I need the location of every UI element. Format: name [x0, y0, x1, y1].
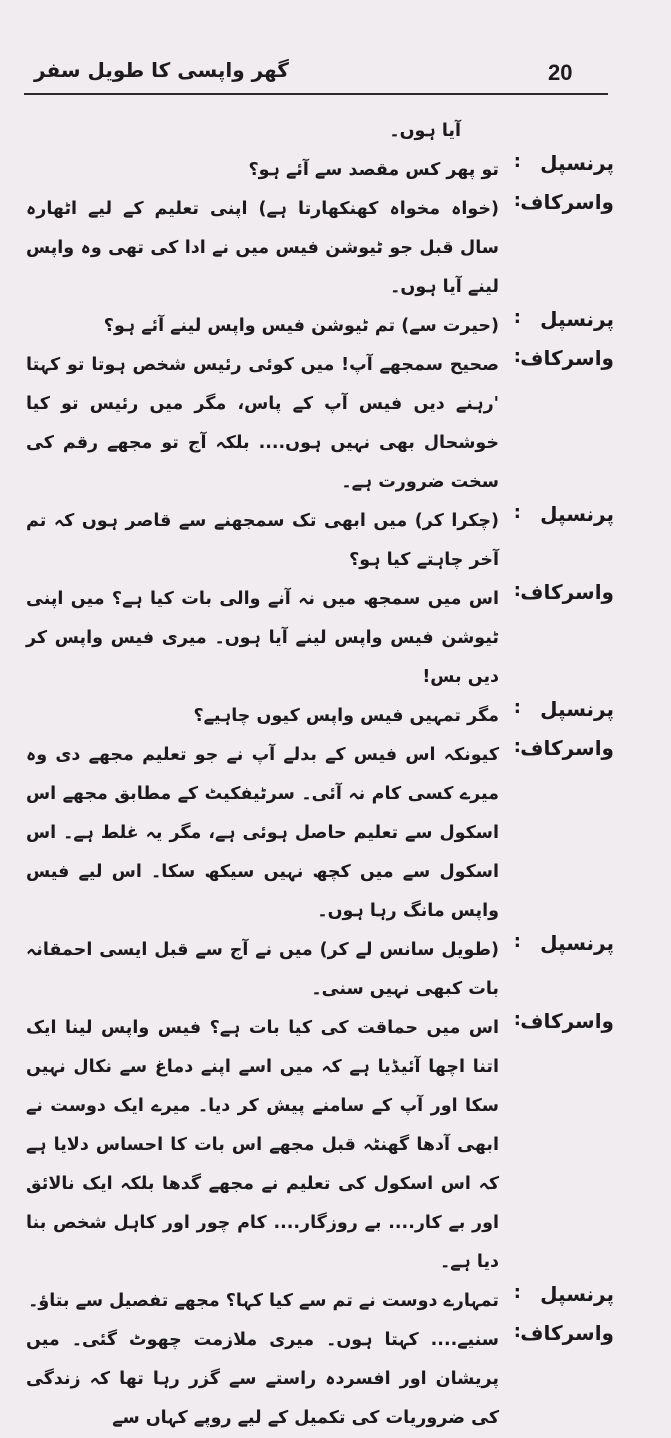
- running-title: گھر واپسی کا طویل سفر: [34, 58, 289, 82]
- speech-text: آیا ہوں۔: [389, 121, 461, 141]
- colon-separator: :: [513, 190, 521, 211]
- dialogue-entry: [0, 931, 671, 1009]
- page-number: 20: [548, 60, 573, 85]
- dialogue-entry: [0, 580, 671, 697]
- colon-separator: :: [513, 307, 521, 328]
- speech-text: (طویل سانس لے کر) میں نے آج سے قبل ایسی احمقانہ بات کبھی نہیں سنی۔: [26, 940, 499, 999]
- speech-text: (چکرا کر) میں ابھی تک سمجھنے سے قاصر ہوں کہ تم آخر چاہتے کیا ہو؟: [26, 511, 499, 570]
- speaker-name: پرنسپل: [540, 307, 614, 331]
- speaker-name: پرنسپل: [540, 1282, 614, 1306]
- colon-separator: :: [513, 502, 521, 523]
- header-rule: [24, 93, 608, 95]
- colon-separator: :: [513, 580, 521, 601]
- dialogue-entry: [0, 1009, 671, 1282]
- speaker-name: واسرکاف: [520, 1321, 614, 1345]
- colon-separator: :: [513, 1009, 521, 1030]
- speaker-name: پرنسپل: [540, 151, 614, 175]
- speech-text: (حیرت سے) تم ٹیوشن فیس واپس لینے آئے ہو؟: [103, 316, 499, 336]
- speech-text: مگر تمہیں فیس واپس کیوں چاہیے؟: [193, 706, 499, 726]
- dialogue-entry: [0, 1282, 671, 1321]
- dialogue-entry: [0, 736, 671, 931]
- speech-text: تمہارے دوست نے تم سے کیا کہا؟ مجھے تفصیل سے بتاؤ۔: [28, 1291, 499, 1311]
- speech-text: کیونکہ اس فیس کے بدلے آپ نے جو تعلیم مجھے دی وہ میرے کسی کام نہ آئی۔ سرٹیفکیٹ کے مطابق مجھے اس اسکول سے تعلیم حاصل ہوئی ہے، مگر یہ غلط ہے۔ اس اسکول سے میں کچھ نہیں سیکھ سکا۔ اس لیے فیس واپس مانگ رہا ہوں۔: [26, 745, 499, 921]
- colon-separator: :: [513, 931, 521, 952]
- colon-separator: :: [513, 346, 521, 367]
- dialogue: [0, 112, 671, 1438]
- dialogue-entry: [0, 190, 671, 307]
- dialogue-entry: [0, 112, 671, 151]
- speaker-name: واسرکاف: [520, 736, 614, 760]
- speech-text: اس میں حماقت کی کیا بات ہے؟ فیس واپس لینا ایک اتنا اچھا آئیڈیا ہے کہ میں اسے اپنے دماغ سے نکال نہیں سکا اور آپ کے سامنے پیش کر دیا۔ میرے ایک دوست نے ابھی آدھا گھنٹہ قبل مجھے اس بات کا احساس دلایا ہے کہ اس اسکول کی تعلیم نے مجھے گدھا بلکہ ایک نالائق اور بے کار.... بے روزگار.... کام چور اور کاہل شخص بنا دیا ہے۔: [26, 1018, 499, 1272]
- speech-text: صحیح سمجھے آپ! میں کوئی رئیس شخص ہوتا تو کہتا 'رہنے دیں فیس آپ کے پاس، مگر میں رئیس تو کیا خوشحال بھی نہیں ہوں.... بلکہ آج تو مجھے رقم کی سخت ضرورت ہے۔: [26, 355, 499, 492]
- dialogue-entry: [0, 346, 671, 502]
- speaker-name: واسرکاف: [520, 346, 614, 370]
- speech-text: تو پھر کس مقصد سے آئے ہو؟: [248, 160, 499, 180]
- dialogue-entry: [0, 697, 671, 736]
- colon-separator: :: [513, 151, 521, 172]
- speaker-name: پرنسپل: [540, 502, 614, 526]
- dialogue-entry: [0, 1321, 671, 1438]
- speech-text: اس میں سمجھ میں نہ آنے والی بات کیا ہے؟ میں اپنی ٹیوشن فیس واپس لینے آیا ہوں۔ میری فیس واپس کر دیں بس!: [26, 589, 499, 687]
- speaker-name: واسرکاف: [520, 1009, 614, 1033]
- colon-separator: :: [513, 1282, 521, 1303]
- colon-separator: :: [513, 1321, 521, 1342]
- speech-text: سنیے.... کہتا ہوں۔ میری ملازمت چھوٹ گئی۔ میں پریشان اور افسردہ راستے سے گزر رہا تھا کہ زندگی کی ضروریات کی تکمیل کے لیے روپے کہاں سے: [26, 1330, 499, 1428]
- speaker-name: پرنسپل: [540, 931, 614, 955]
- speaker-name: پرنسپل: [540, 697, 614, 721]
- speaker-name: واسرکاف: [520, 580, 614, 604]
- colon-separator: :: [513, 697, 521, 718]
- speaker-name: واسرکاف: [520, 190, 614, 214]
- colon-separator: :: [513, 736, 521, 757]
- dialogue-entry: [0, 151, 671, 190]
- dialogue-entry: [0, 307, 671, 346]
- speech-text: (خواہ مخواہ کھنکھارتا ہے) اپنی تعلیم کے لیے اٹھارہ سال قبل جو ٹیوشن فیس میں نے ادا کی تھی وہ واپس لینے آیا ہوں۔: [26, 199, 499, 297]
- dialogue-entry: [0, 502, 671, 580]
